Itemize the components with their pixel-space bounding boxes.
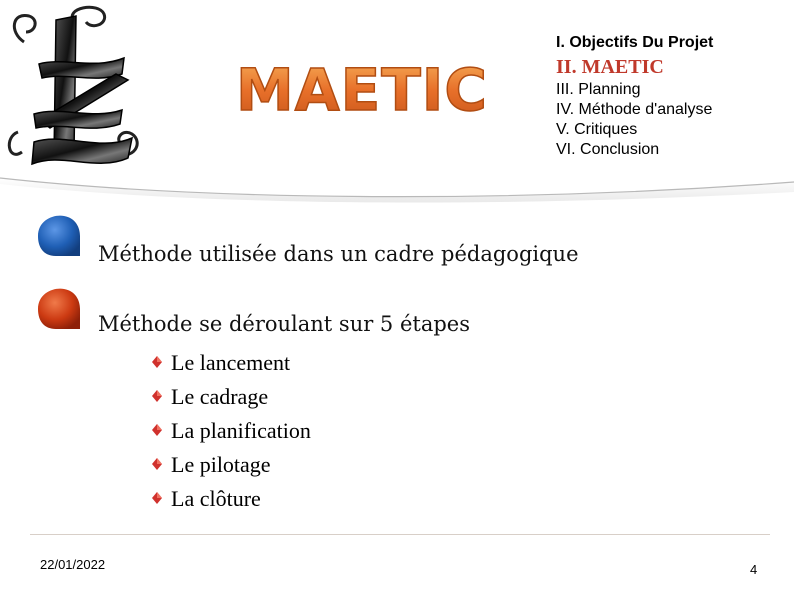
agenda-item-maetic-current: II. MAETIC [556, 56, 664, 78]
agenda-item-planning: III. Planning [556, 81, 641, 98]
red-bubble-bullet-icon [34, 285, 82, 331]
page-number: 4 [750, 562, 758, 577]
wordmark-text: MAETIC [236, 56, 488, 124]
list-item [150, 414, 311, 448]
list-item [150, 380, 311, 414]
bullet-methode-pedagogique: Méthode utilisée dans un cadre pédagogique [98, 242, 579, 266]
steps-list [150, 346, 311, 516]
red-diamond-bullet-icon [150, 488, 164, 510]
red-diamond-bullet-icon [150, 386, 164, 408]
list-item [150, 346, 311, 380]
header-swoosh [0, 170, 794, 210]
agenda-item-objectifs: I. Objectifs Du Projet [556, 34, 714, 51]
agenda-item-critiques: V. Critiques [556, 121, 638, 138]
red-diamond-bullet-icon [150, 352, 164, 374]
maetic-wordmark [232, 50, 488, 124]
step-planification: La planification [171, 418, 311, 443]
red-diamond-bullet-icon [150, 454, 164, 476]
step-lancement: Le lancement [171, 350, 291, 375]
step-cloture: La clôture [171, 486, 261, 511]
lz-logo [4, 2, 154, 174]
agenda-item-methode-analyse: IV. Méthode d'analyse [556, 101, 713, 118]
step-cadrage: Le cadrage [171, 384, 269, 409]
footer-divider [30, 534, 770, 535]
red-diamond-bullet-icon [150, 420, 164, 442]
step-pilotage: Le pilotage [171, 452, 271, 477]
blue-bubble-bullet-icon [34, 212, 82, 258]
list-item [150, 448, 311, 482]
footer-date: 22/01/2022 [40, 557, 106, 572]
agenda [556, 33, 713, 160]
agenda-item-conclusion: VI. Conclusion [556, 141, 660, 158]
bullet-methode-5-etapes: Méthode se déroulant sur 5 étapes [98, 312, 471, 336]
list-item [150, 482, 311, 516]
